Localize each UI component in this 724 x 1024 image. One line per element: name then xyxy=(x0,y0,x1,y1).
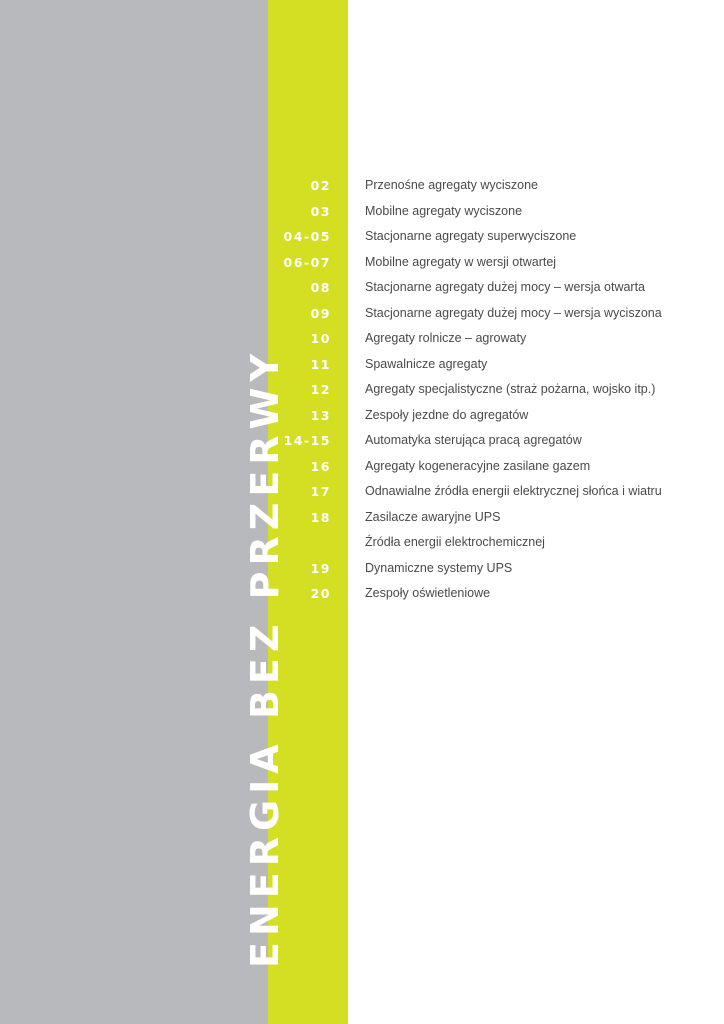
side-title: ENERGIA BEZ PRZERWY xyxy=(243,348,287,968)
toc-page-number: 04-05 xyxy=(283,229,331,244)
toc-page-number: 18 xyxy=(310,509,331,525)
table-of-contents xyxy=(268,173,708,607)
toc-entry-title: Agregaty specjalistyczne (straż pożarna, wojsko itp.) xyxy=(365,382,656,396)
toc-page-number: 10 xyxy=(310,331,331,346)
toc-entry-title: Mobilne agregaty wyciszone xyxy=(365,203,523,218)
toc-entry-title: Odnawialne źródła energii elektrycznej słońca i wiatru xyxy=(365,484,662,498)
toc-page-number: 13 xyxy=(310,407,331,423)
toc-row[interactable] xyxy=(268,581,708,607)
toc-row[interactable] xyxy=(268,301,708,327)
toc-page-number: 14-15 xyxy=(283,433,331,448)
toc-entry-title: Zespoły oświetleniowe xyxy=(365,586,491,600)
toc-entry-title: Dynamiczne systemy UPS xyxy=(365,560,513,575)
toc-page-number: 11 xyxy=(310,356,331,372)
toc-row[interactable] xyxy=(268,173,708,199)
toc-row[interactable] xyxy=(268,224,708,250)
toc-row[interactable] xyxy=(268,377,708,403)
toc-entry-title: Spawalnicze agregaty xyxy=(365,356,488,371)
gray-side-band xyxy=(0,0,268,1024)
toc-page-number: 16 xyxy=(310,458,331,474)
toc-row[interactable] xyxy=(268,428,708,454)
toc-page-number: 08 xyxy=(310,280,331,295)
toc-page-number: 02 xyxy=(310,178,331,193)
toc-row[interactable] xyxy=(268,352,708,378)
toc-page-number: 12 xyxy=(310,382,331,397)
toc-page-number: 06-07 xyxy=(283,254,331,270)
toc-row[interactable] xyxy=(268,454,708,480)
toc-row[interactable] xyxy=(268,275,708,301)
toc-entry-title: Źródła energii elektrochemicznej xyxy=(365,535,545,549)
toc-page-number: 09 xyxy=(310,305,331,321)
toc-entry-title: Zespoły jezdne do agregatów xyxy=(365,407,529,422)
toc-row[interactable] xyxy=(268,250,708,276)
toc-entry-title: Stacjonarne agregaty dużej mocy – wersja otwarta xyxy=(365,280,646,294)
toc-row[interactable] xyxy=(268,505,708,531)
toc-page-number: 19 xyxy=(310,560,331,576)
toc-row[interactable] xyxy=(268,326,708,352)
toc-page-number: 03 xyxy=(310,203,331,219)
toc-page-number: 20 xyxy=(310,586,331,601)
toc-entry-title: Mobilne agregaty w wersji otwartej xyxy=(365,254,557,269)
toc-entry-title: Agregaty rolnicze – agrowaty xyxy=(365,331,527,345)
toc-page-number: 17 xyxy=(310,484,331,499)
toc-entry-title: Przenośne agregaty wyciszone xyxy=(365,178,539,192)
toc-entry-title: Automatyka sterująca pracą agregatów xyxy=(365,433,582,447)
toc-row[interactable] xyxy=(268,479,708,505)
toc-row[interactable] xyxy=(268,403,708,429)
toc-entry-title: Stacjonarne agregaty dużej mocy – wersja wyciszona xyxy=(365,305,662,320)
toc-entry-title: Stacjonarne agregaty superwyciszone xyxy=(365,229,577,243)
toc-row[interactable] xyxy=(268,556,708,582)
toc-row[interactable] xyxy=(268,199,708,225)
toc-row[interactable] xyxy=(268,530,708,556)
toc-entry-title: Agregaty kogeneracyjne zasilane gazem xyxy=(365,458,591,473)
toc-entry-title: Zasilacze awaryjne UPS xyxy=(365,509,501,524)
